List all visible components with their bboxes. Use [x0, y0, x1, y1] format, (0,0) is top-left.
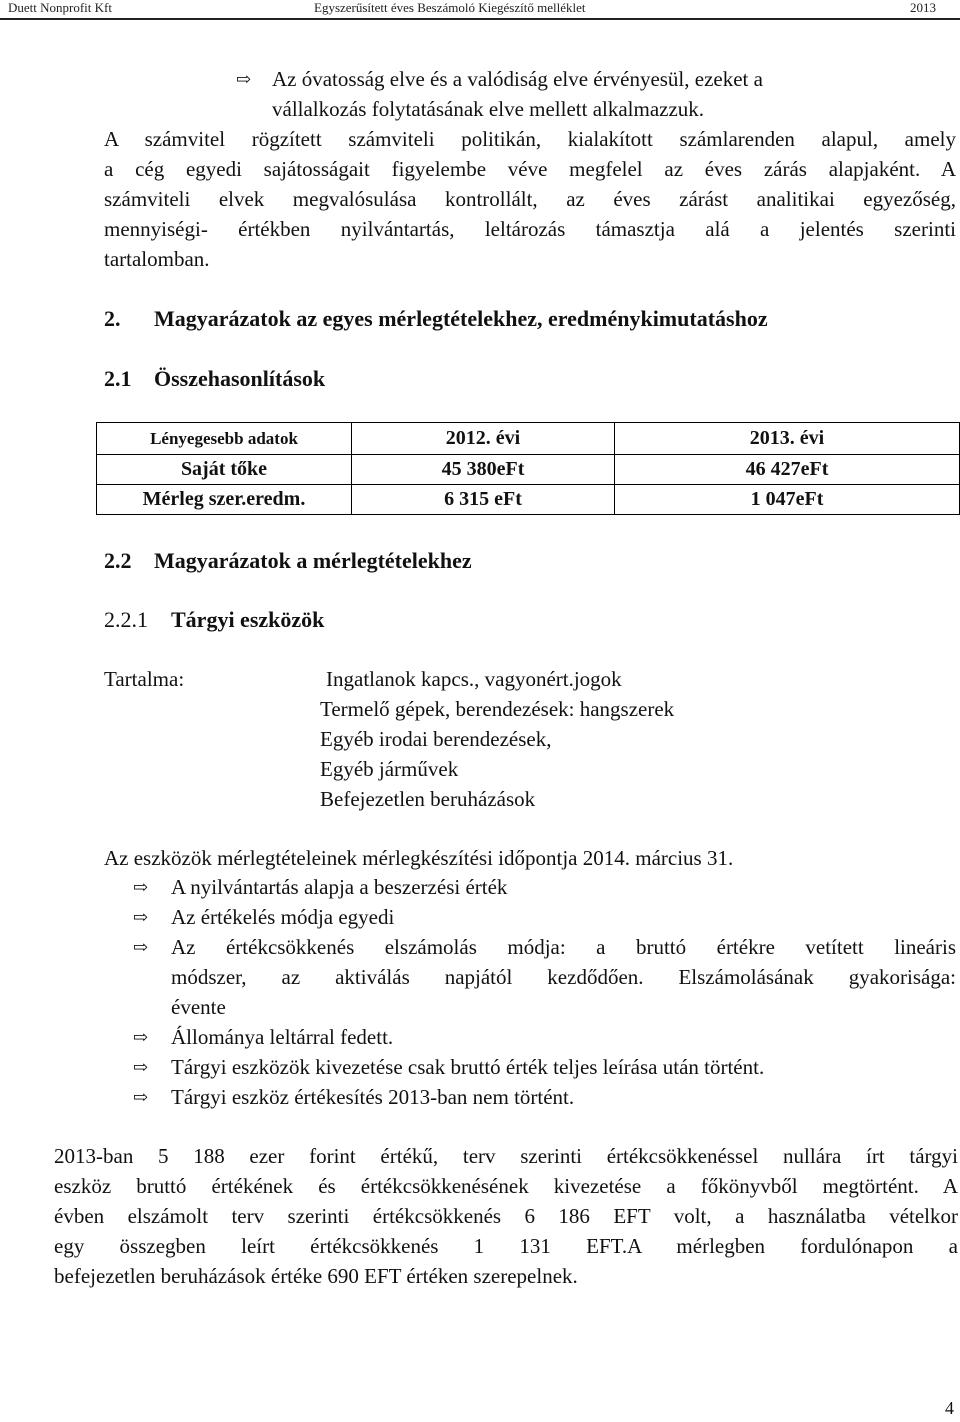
page-header [0, 0, 960, 18]
hollow-arrow-icon: ⇨ [133, 1057, 149, 1077]
bullet-text: Az értékcsökkenés elszámolás módja: a bruttó értékre vetített lineáris [171, 935, 956, 959]
table-cell: Saját tőke [97, 455, 352, 485]
closing-paragraph-line: egy összegben leírt értékcsökkenés 1 131 EFT.A mérlegben fordulónapon a [54, 1234, 958, 1258]
section-2-1-title: Összehasonlítások [154, 366, 326, 391]
contents-item: Befejezetlen beruházások [320, 787, 536, 811]
section-2-title: Magyarázatok az egyes mérlegtételekhez, eredménykimutatáshoz [154, 306, 768, 331]
bullet-text: A nyilvántartás alapja a beszerzési érték [171, 875, 508, 899]
intro-paragraph-line: mennyiségi- értékben nyilvántartás, leltározás támasztja alá a jelentés szerinti [104, 217, 956, 241]
header-document-title: Egyszerűsített éves Beszámoló Kiegészítő melléklet [314, 0, 586, 15]
hollow-arrow-icon: ⇨ [133, 1087, 149, 1107]
section-2-2-1-number: 2.2.1 [104, 607, 148, 632]
table-header-cell: 2013. évi [615, 423, 960, 455]
hollow-arrow-icon: ⇨ [133, 907, 149, 927]
hollow-arrow-icon: ⇨ [133, 877, 149, 897]
hollow-arrow-icon: ⇨ [236, 69, 252, 89]
table-header-row [97, 423, 960, 455]
table-row [97, 455, 960, 485]
bullet-text: Tárgyi eszközök kivezetése csak bruttó érték teljes leírása után történt. [171, 1055, 765, 1079]
table-row [97, 485, 960, 515]
intro-paragraph-line: tartalomban. [104, 247, 210, 271]
table-header-cell: 2012. évi [352, 423, 615, 455]
intro-paragraph-line: számviteli elvek megvalósulása kontrollált, az éves zárást analitikai egyezőség, [104, 187, 956, 211]
contents-item: Ingatlanok kapcs., vagyonért.jogok [326, 667, 622, 691]
table-cell: 46 427eFt [615, 455, 960, 485]
hollow-arrow-icon: ⇨ [133, 1027, 149, 1047]
table-cell: 45 380eFt [352, 455, 615, 485]
intro-paragraph-line: A számvitel rögzített számviteli politikán, kialakított számlarenden alapul, amely [104, 127, 956, 151]
valuation-date-text: Az eszközök mérlegtételeinek mérlegkészítési időpontja 2014. március 31. [104, 846, 734, 870]
bullet-text: Az értékelés módja egyedi [171, 905, 395, 929]
contents-label: Tartalma: [104, 667, 185, 691]
page-number: 4 [945, 1398, 954, 1418]
section-2-1-number: 2.1 [104, 366, 132, 391]
contents-item: Egyéb járművek [320, 757, 459, 781]
header-rule [0, 18, 960, 20]
table-header-cell: Lényegesebb adatok [97, 423, 352, 455]
bullet-text: Tárgyi eszköz értékesítés 2013-ban nem történt. [171, 1085, 575, 1109]
section-2-2-number: 2.2 [104, 548, 132, 573]
contents-item: Termelő gépek, berendezések: hangszerek [320, 697, 675, 721]
contents-item: Egyéb irodai berendezések, [320, 727, 552, 751]
hollow-arrow-icon: ⇨ [133, 937, 149, 957]
header-company: Duett Nonprofit Kft [8, 0, 112, 15]
bullet-text: Állománya leltárral fedett. [171, 1025, 394, 1049]
intro-bullet-line1: Az óvatosság elve és a valódiság elve érvényesül, ezeket a [272, 67, 763, 91]
closing-paragraph-line: 2013-ban 5 188 ezer forint értékű, terv szerinti értékcsökkenéssel nullára írt tárgyi [54, 1144, 958, 1168]
intro-paragraph-line: a cég egyedi sajátosságait figyelembe véve megfelel az éves zárás alapjaként. A [104, 157, 956, 181]
table-cell: Mérleg szer.eredm. [97, 485, 352, 515]
section-2-2-1-title: Tárgyi eszközök [171, 607, 325, 632]
bullet-text: módszer, az aktiválás napjától kezdődően. Elszámolásának gyakorisága: [171, 965, 956, 989]
closing-paragraph-line: eszköz bruttó értékének és értékcsökkenésének kivezetése a főkönyvből megtörtént. A [54, 1174, 958, 1198]
bullet-text: évente [171, 995, 226, 1019]
comparison-table [96, 422, 960, 515]
header-year: 2013 [910, 0, 936, 15]
closing-paragraph-line: befejezetlen beruházások értéke 690 EFT értéken szerepelnek. [54, 1264, 578, 1288]
section-2-2-title: Magyarázatok a mérlegtételekhez [154, 548, 472, 573]
closing-paragraph-line: évben elszámolt terv szerinti értékcsökkenés 6 186 EFT volt, a használatba vételkor [54, 1204, 958, 1228]
section-2-number: 2. [104, 306, 121, 331]
table-cell: 1 047eFt [615, 485, 960, 515]
table-cell: 6 315 eFt [352, 485, 615, 515]
intro-bullet-line2: vállalkozás folytatásának elve mellett alkalmazzuk. [272, 97, 705, 121]
